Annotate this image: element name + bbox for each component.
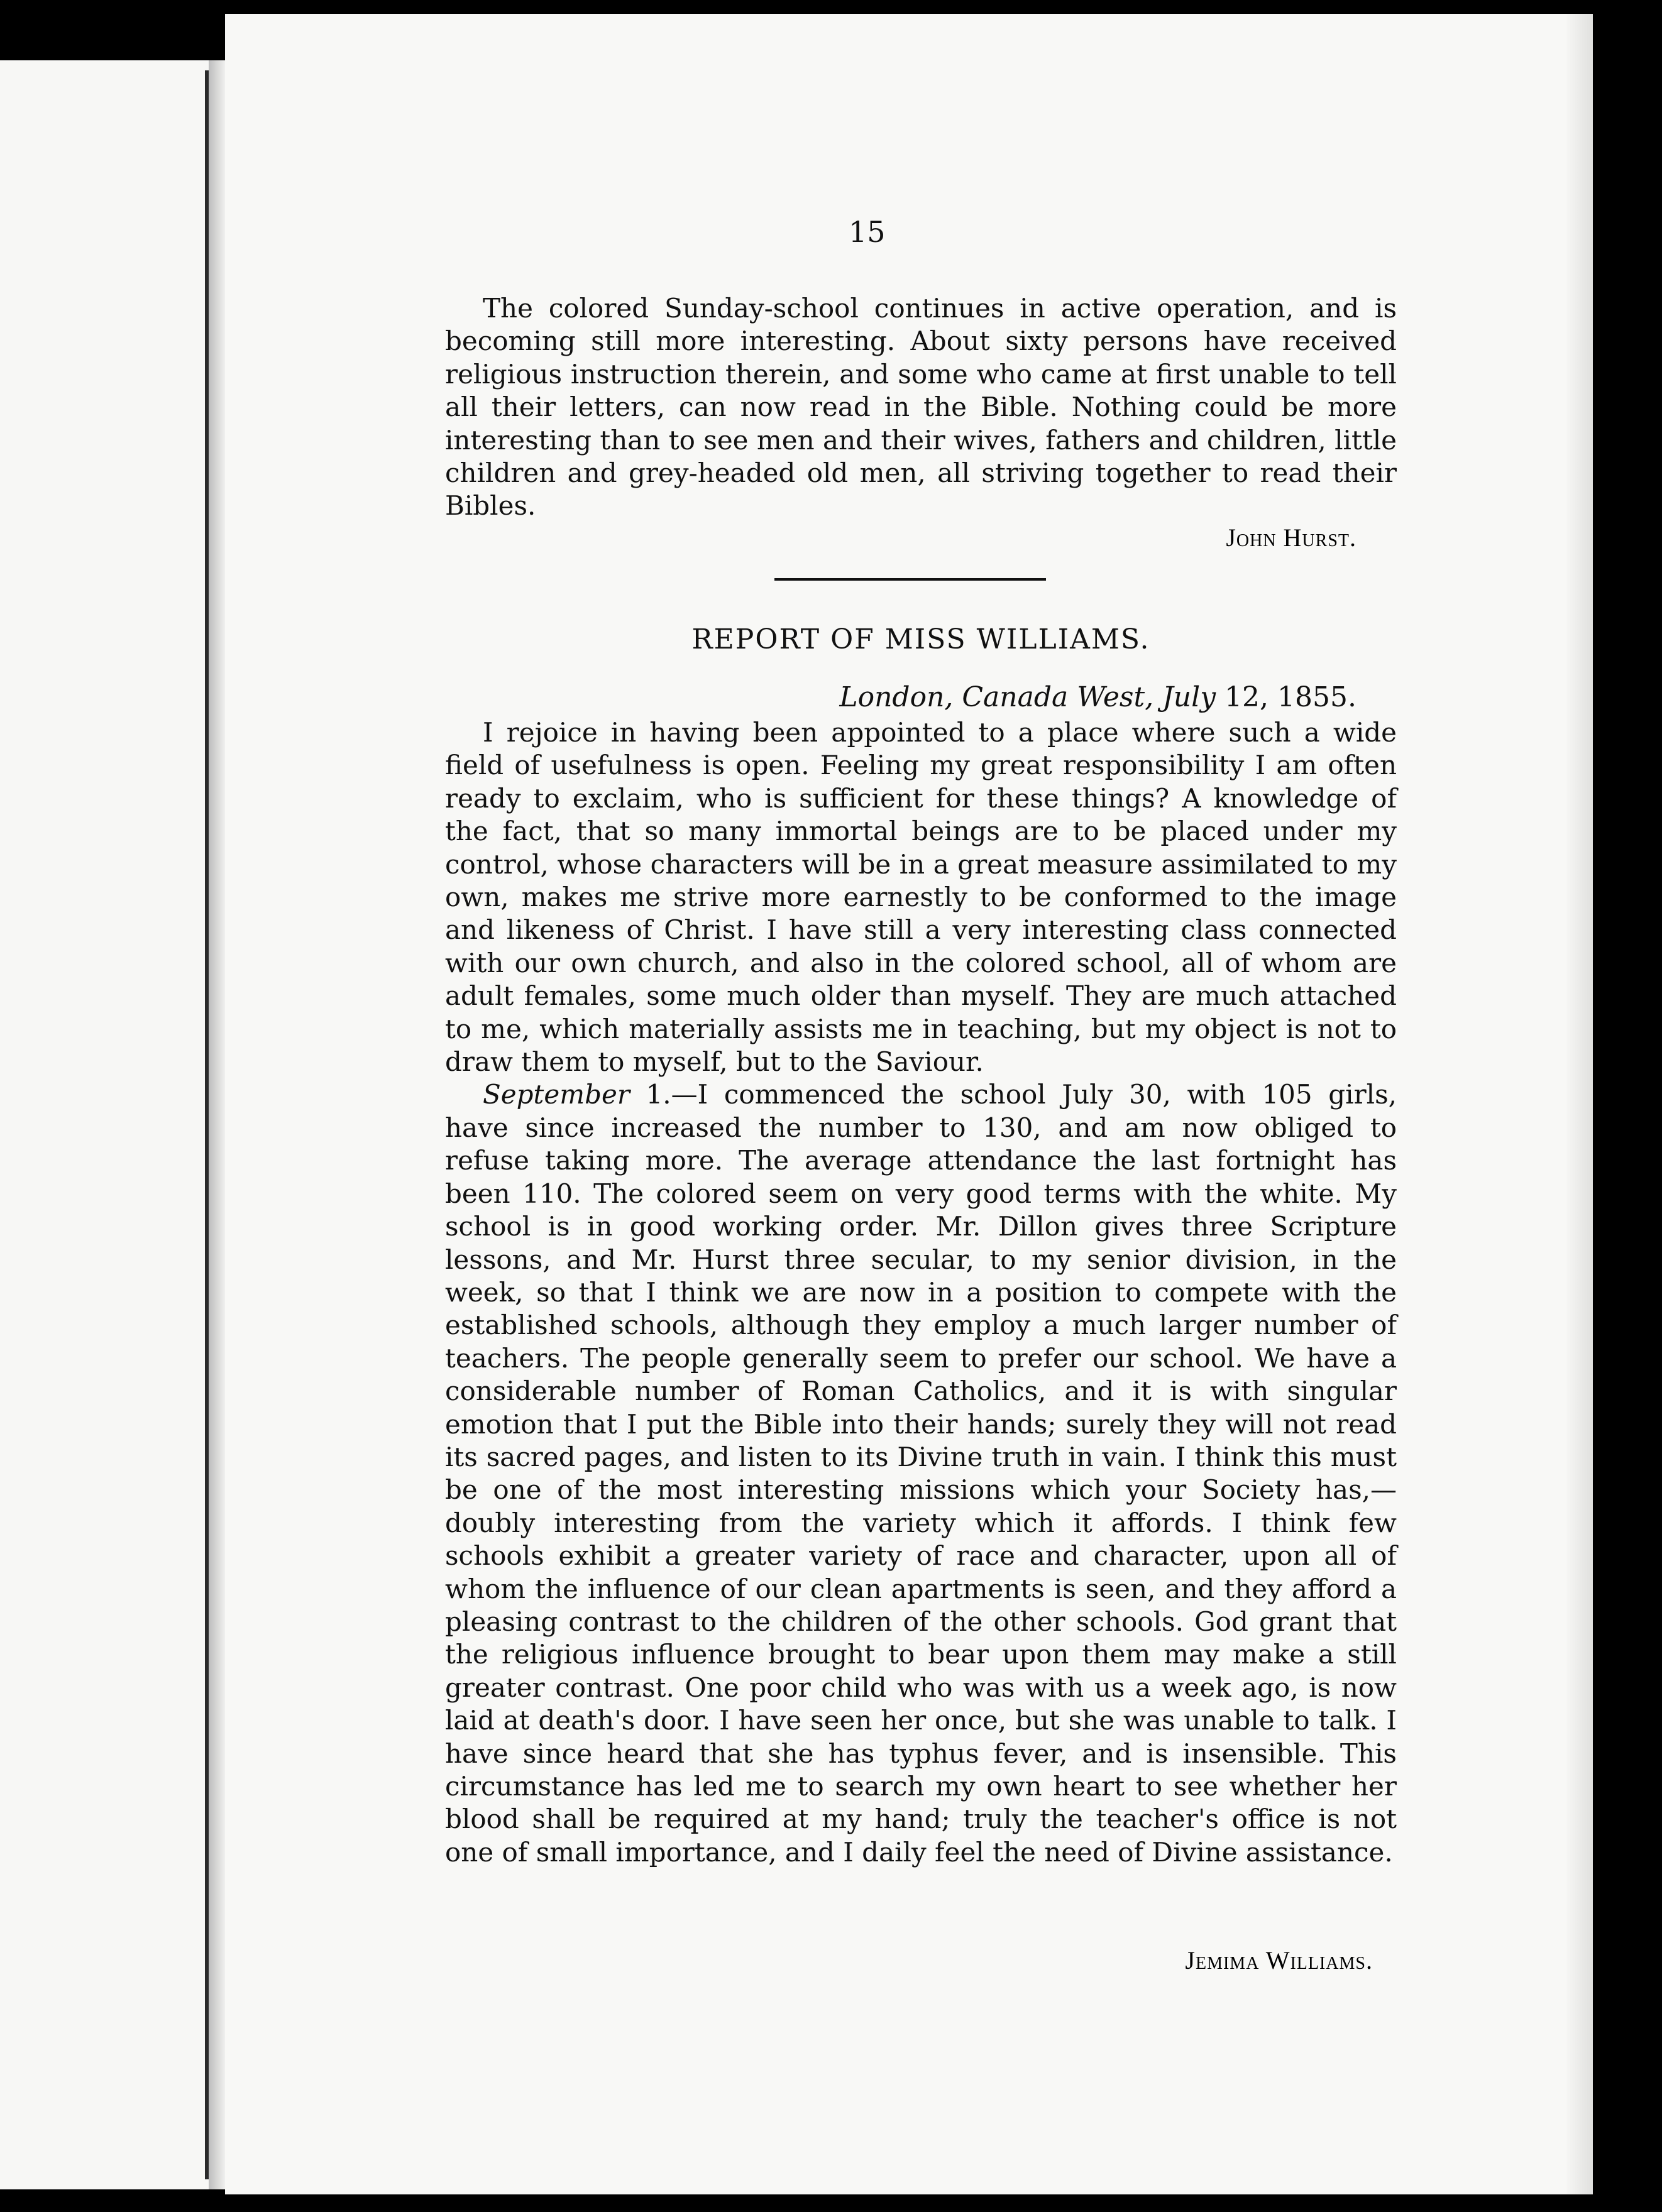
gutter-shadow [209,60,226,2189]
left-facing-page [0,60,214,2189]
section-divider [774,578,1046,581]
dateline [445,681,1357,713]
report-heading: REPORT OF MISS WILLIAMS. [691,623,1150,655]
paragraph-september [445,1078,1397,1869]
page-number: 15 [849,215,886,249]
september-text: 1.—I commenced the school July 30, with 105 girls, have since increased the number to 130, and am now obliged to refuse taking more. The average attendance the last fortnight has been 110. The colored seem on very good terms with the white. My school is in good working order. Mr. Dillon gives three Scripture lessons, and Mr. Hurst three secular, to my senior division, in the week, so that I think we are now in a position to compete with the established schools, although they employ a much larger number of teachers. The people generally seem to prefer our school. We have a considerable number of Roman Catholics, and it is with singular emotion that I put the Bible into their hands; surely they will not read its sacred pages, and listen to its Divine truth in vain. I think this must be one of the most interesting missions which your Society has,—doubly interesting from the variety which it affords. I think few schools exhibit a greater variety of race and character, upon all of whom the influence of our clean apartments is seen, and they afford a pleasing contrast to the children of the other schools. God grant that the religious influence brought to bear upon them may make a still greater contrast. One poor child who was with us a week ago, is now laid at death's door. I have seen her once, but she was unable to talk. I have since heard that she has typhus fever, and is insensible. This circumstance has led me to search my own heart to see whether her blood shall be required at my hand; truly the teacher's office is not one of small importance, and I daily feel the need of Divine assistance. [445,1079,1397,1868]
gutter-line [205,70,209,2179]
paragraph-rejoice: I rejoice in having been appointed to a place where such a wide field of usefulness is open. Feeling my great responsibility I am often ready to exclaim, who is sufficient for these things? A knowledge of the fact, that so many immortal beings are to be placed under my control, whose characters will be in a great measure assimilated to my own, makes me strive more earnestly to be conformed to the image and likeness of Christ. I have still a very interesting class connected with our own church, and also in the colored school, all of whom are adult females, some much older than myself. They are much attached to me, which materially assists me in teaching, but my object is not to draw them to myself, but to the Saviour. [445,717,1397,1078]
signature-jemima-williams: Jemima Williams. [1185,1946,1373,1974]
page-edge [1566,14,1593,2194]
september-label: September [483,1079,630,1110]
report-body [445,716,1397,1869]
dateline-place: London, Canada West, July [839,681,1216,713]
paragraph-sunday-school: The colored Sunday-school continues in active operation, and is becoming still more interesting. About sixty persons have received religious instruction therein, and some who came at first unable to tell all their letters, can now read in the Bible. Nothing could be more interesting than to see men and their wives, fathers and children, little children and grey-headed old men, all striving together to read their Bibles. [445,293,1397,522]
dateline-date: 12, 1855. [1224,681,1357,713]
sunday-school-paragraph-block [445,292,1397,523]
signature-john-hurst: John Hurst. [1226,523,1357,552]
